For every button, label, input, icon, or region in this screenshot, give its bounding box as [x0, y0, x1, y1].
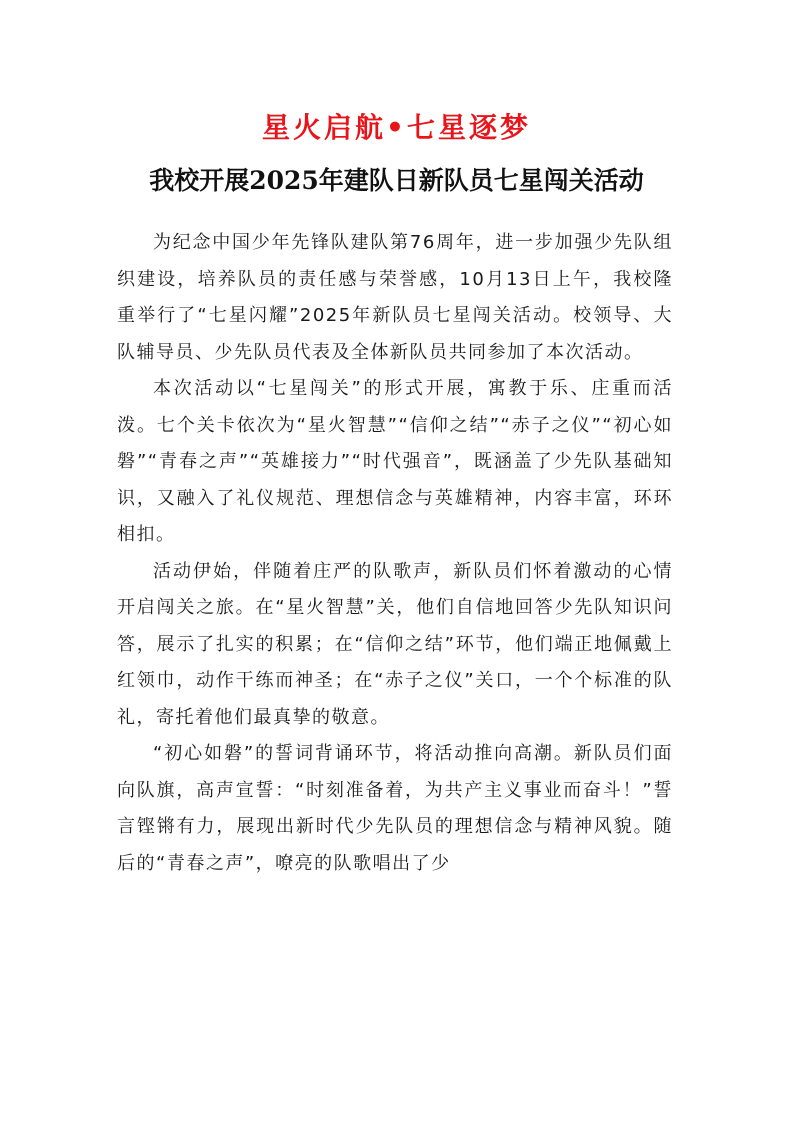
paragraph: 活动伊始，伴随着庄严的队歌声，新队员们怀着激动的心情开启闯关之旅。在“星火智慧”关，他们自信地回答少先队知识问答，展示了扎实的积累；在“信仰之结”环节，他们端正地佩戴上红领巾，动作干练而神圣；在“赤子之仪”关口，一个个标准的队礼，寄托着他们最真挚的敬意。 [117, 560, 673, 728]
paragraph: 为纪念中国少年先锋队建队第76周年，进一步加强少先队组织建设，培养队员的责任感与荣誉感，10月13日上午，我校隆重举行了“七星闪耀”2025年新队员七星闯关活动。校领导、大队辅导员、少先队员代表及全体新队员共同参加了本次活动。 [117, 232, 673, 363]
paragraph: “初心如磐”的誓词背诵环节，将活动推向高潮。新队员们面向队旗，高声宣誓：“时刻准备着，为共产主义事业而奋斗！”誓言铿锵有力，展现出新时代少先队员的理想信念与精神风貌。随后的“青春之声”，嘹亮的队歌唱出了少 [117, 743, 673, 874]
article-title: 我校开展2025年建队日新队员七星闯关活动 [149, 166, 644, 195]
paragraph: 本次活动以“七星闯关”的形式开展，寓教于乐、庄重而活泼。七个关卡依次为“星火智慧”“信仰之结”“赤子之仪”“初心如磐”“青春之声”“英雄接力”“时代强音”，既涵盖了少先队基础知识，又融入了礼仪规范、理想信念与英雄精神，内容丰富，环环相扣。 [117, 378, 673, 545]
article-body [117, 225, 673, 882]
kicker-heading: 星火启航•七星逐梦 [262, 111, 531, 144]
